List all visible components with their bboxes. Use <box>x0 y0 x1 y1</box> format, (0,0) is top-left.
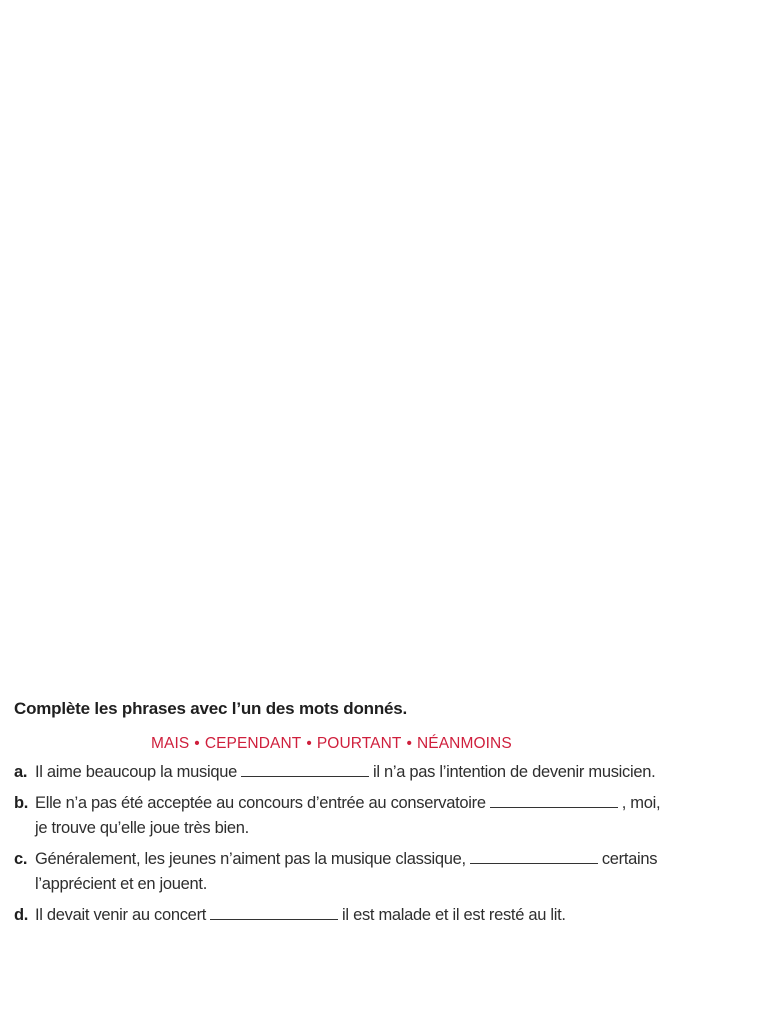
sentence-start: Il aime beaucoup la musique <box>35 763 237 781</box>
exercise-item-c <box>14 847 759 897</box>
item-sentence <box>35 791 759 841</box>
sentence-end: certains <box>601 850 658 868</box>
word-bank-item: CEPENDANT <box>204 735 302 752</box>
word-bank <box>14 734 759 754</box>
sentence-start: Généralement, les jeunes n’aiment pas la musique classique, <box>35 850 466 868</box>
sentence-start: Elle n’a pas été acceptée au concours d’entrée au conservatoire <box>35 794 486 812</box>
word-bank-item: MAIS <box>151 735 190 752</box>
item-letter: d. <box>14 906 29 924</box>
sentence-end: , moi, <box>621 794 661 812</box>
exercise-item-a <box>14 760 759 785</box>
sentence-continuation: je trouve qu’elle joue très bien. <box>35 819 249 837</box>
separator-bullet: • <box>194 735 200 752</box>
sentence-end: il est malade et il est resté au lit. <box>342 906 566 924</box>
exercise-block <box>14 697 759 934</box>
word-bank-item: POURTANT <box>316 735 402 752</box>
exercise-items <box>14 760 759 928</box>
item-sentence <box>35 903 759 928</box>
exercise-item-b <box>14 791 759 841</box>
answer-blank[interactable] <box>470 850 598 864</box>
answer-blank[interactable] <box>490 794 618 808</box>
exercise-item-d <box>14 903 759 928</box>
item-letter: b. <box>14 794 29 812</box>
answer-blank[interactable] <box>241 763 369 777</box>
separator-bullet: • <box>406 735 413 752</box>
sentence-continuation: l’apprécient et en jouent. <box>35 875 207 893</box>
item-letter: a. <box>14 763 28 781</box>
item-sentence <box>35 847 759 897</box>
word-bank-item: NÉANMOINS <box>417 735 512 752</box>
sentence-start: Il devait venir au concert <box>35 906 207 924</box>
sentence-end: il n’a pas l’intention de devenir musicien. <box>372 763 656 781</box>
item-sentence <box>35 760 759 785</box>
answer-blank[interactable] <box>210 906 338 920</box>
exercise-instruction: Complète les phrases avec l’un des mots donnés. <box>14 699 408 718</box>
separator-bullet: • <box>306 735 312 752</box>
item-letter: c. <box>14 850 28 868</box>
